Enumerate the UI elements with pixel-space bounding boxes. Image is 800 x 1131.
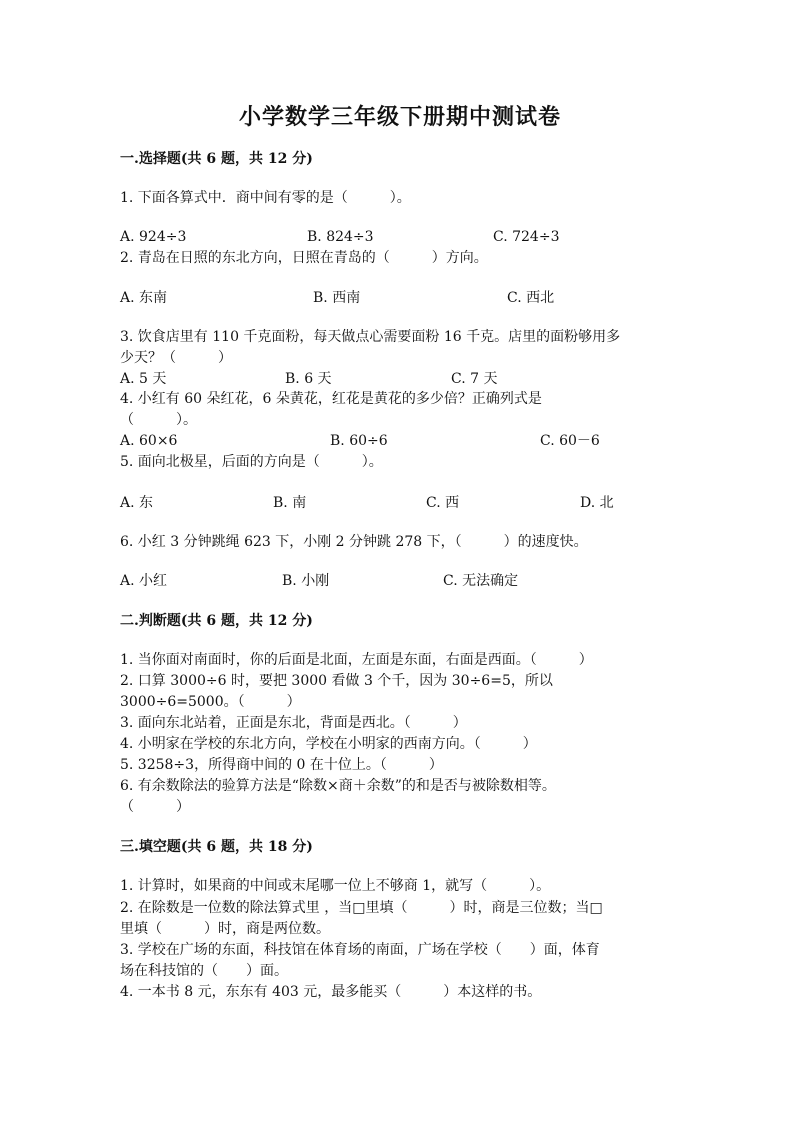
q6-option-c: C. 无法确定: [443, 573, 519, 589]
q4-stem-line2: （ ）。: [120, 412, 197, 428]
q1-stem: 1. 下面各算式中．商中间有零的是（ ）。: [120, 190, 411, 206]
q4-option-c: C. 60－6: [540, 433, 600, 449]
page-title: 小学数学三年级下册期中测试卷: [238, 104, 561, 130]
q6-stem: 6. 小红 3 分钟跳绳 623 下，小刚 2 分钟跳 278 下，（ ）的速度快。: [120, 534, 588, 550]
section-heading-judgment: 二.判断题(共 6 题，共 12 分): [120, 613, 313, 629]
q5-stem: 5. 面向北极星，后面的方向是（ ）。: [120, 454, 383, 470]
section-heading-choice: 一.选择题(共 6 题，共 12 分): [120, 151, 313, 167]
q4-stem-line1: 4. 小红有 60 朵红花，6 朵黄花，红花是黄花的多少倍？正确列式是: [120, 391, 542, 407]
q3-option-a: A. 5 天: [120, 371, 167, 387]
fill-q2-line2: 里填（ ）时，商是两位数。: [120, 921, 330, 937]
q5-option-a: A. 东: [120, 495, 154, 511]
fill-q3-line1: 3. 学校在广场的东面，科技馆在体育场的南面，广场在学校（ ）面，体育: [120, 942, 600, 958]
judgment-q2-line2: 3000÷6=5000。（ ）: [120, 694, 301, 710]
q3-stem-line1: 3. 饮食店里有 110 千克面粉，每天做点心需要面粉 16 千克。店里的面粉够用多: [120, 329, 621, 345]
section-heading-fill: 三.填空题(共 6 题，共 18 分): [120, 839, 313, 855]
judgment-q6-line2: （ ）: [120, 799, 190, 815]
judgment-q3: 3. 面向东北站着，正面是东北，背面是西北。（ ）: [120, 715, 467, 731]
fill-q3-line2: 场在科技馆的（ ）面。: [120, 963, 288, 979]
q3-option-c: C. 7 天: [451, 371, 498, 387]
judgment-q5: 5. 3258÷3，所得商中间的 0 在十位上。（ ）: [120, 757, 443, 773]
q2-stem: 2. 青岛在日照的东北方向，日照在青岛的（ ）方向。: [120, 250, 488, 266]
q3-stem-line2: 少天？（ ）: [120, 350, 232, 366]
q5-option-b: B. 南: [273, 495, 307, 511]
q4-option-b: B. 60÷6: [330, 433, 388, 449]
q5-option-d: D. 北: [580, 495, 614, 511]
q1-option-b: B. 824÷3: [307, 229, 374, 245]
q6-option-b: B. 小刚: [282, 573, 330, 589]
fill-q2-line1: 2. 在除数是一位数的除法算式里 ，当□里填（ ）时，商是三位数；当□: [120, 900, 603, 916]
q1-option-a: A. 924÷3: [120, 229, 187, 245]
fill-q1: 1. 计算时，如果商的中间或末尾哪一位上不够商 1，就写（ ）。: [120, 878, 551, 894]
q3-option-b: B. 6 天: [285, 371, 332, 387]
judgment-q4: 4. 小明家在学校的东北方向，学校在小明家的西南方向。（ ）: [120, 736, 537, 752]
q4-option-a: A. 60×6: [120, 433, 178, 449]
judgment-q1: 1. 当你面对南面时，你的后面是北面，左面是东面，右面是西面。（ ）: [120, 652, 593, 668]
q5-option-c: C. 西: [426, 495, 460, 511]
q2-option-a: A. 东南: [120, 290, 168, 306]
q1-option-c: C. 724÷3: [493, 229, 560, 245]
q2-option-c: C. 西北: [507, 290, 555, 306]
q6-option-a: A. 小红: [120, 573, 168, 589]
judgment-q6-line1: 6. 有余数除法的验算方法是“除数×商＋余数”的和是否与被除数相等。: [120, 778, 556, 794]
q2-option-b: B. 西南: [313, 290, 361, 306]
fill-q4: 4. 一本书 8 元，东东有 403 元，最多能买（ ）本这样的书。: [120, 984, 542, 1000]
judgment-q2-line1: 2. 口算 3000÷6 时，要把 3000 看做 3 个千，因为 30÷6=5，所以: [120, 673, 553, 689]
